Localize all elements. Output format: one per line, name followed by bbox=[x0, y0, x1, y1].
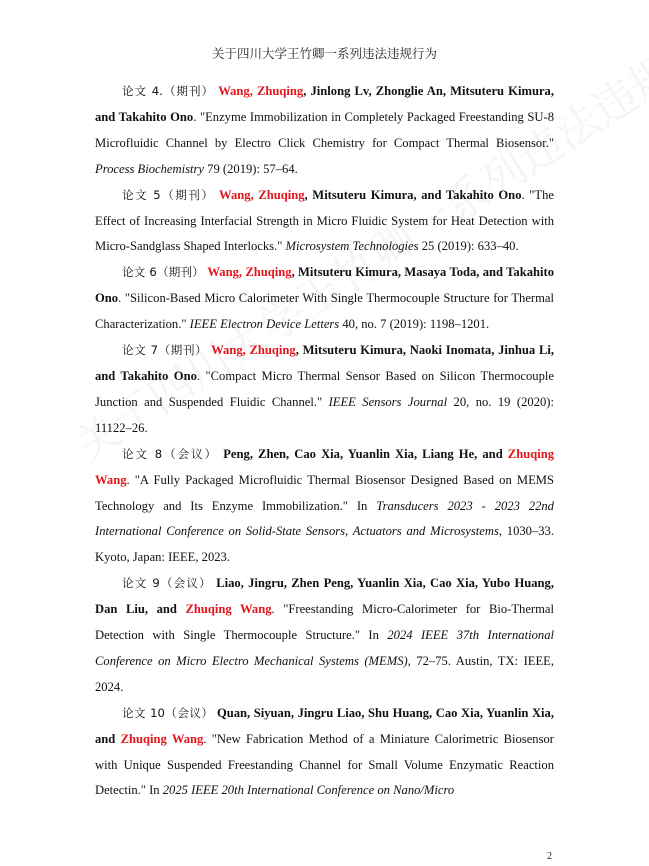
citation-tail: , 72–75. Austin, TX: IEEE, 2024. bbox=[95, 653, 554, 694]
venue: IEEE Sensors Journal bbox=[328, 394, 448, 409]
paper-title: . "Enzyme Immobilization in Completely Packaged Freestanding SU-8 Microfluidic Channel by Electro Click Chemistry for Compact Thermal Biosensor." bbox=[95, 109, 554, 150]
paper-title: . "Silicon-Based Micro Calorimeter With Single Thermocouple Structure for Thermal Characterization." bbox=[95, 291, 554, 332]
paper-title: . "New Fabrication Method of a Miniature Calorimetric Biosensor with Unique Suspended Freestanding Channel for Small Volume Enzymatic Reaction Detectin." In bbox=[95, 731, 554, 798]
coauthors: , Mitsuteru Kimura, Masaya Toda, and Takahito Ono bbox=[95, 265, 554, 306]
paper-title: . "Freestanding Micro-Calorimeter for Bio-Thermal Detection with Single Thermocouple Structure." In bbox=[95, 602, 554, 643]
reference-entry-9 bbox=[95, 571, 554, 701]
highlighted-author: Wang, Zhuqing bbox=[207, 265, 292, 280]
entry-label: 论文 8（会议） bbox=[122, 446, 219, 461]
highlighted-author: Wang, Zhuqing bbox=[219, 187, 305, 202]
venue: 2025 IEEE 20th International Conference on Nano/Micro bbox=[162, 783, 455, 798]
paper-title: . "A Fully Packaged Microfluidic Thermal Biosensor Designed Based on MEMS Technology and Its Enzyme Immobilization." In bbox=[95, 472, 554, 513]
reference-entry-6 bbox=[95, 260, 554, 338]
highlighted-author: Wang, Zhuqing bbox=[211, 343, 296, 358]
lead-authors: Liao, Jingru, Zhen Peng, Yuanlin Xia, Cao Xia, Yubo Huang, Dan Liu, and bbox=[95, 576, 554, 617]
entry-label: 论文 10（会议） bbox=[122, 705, 214, 720]
entry-label: 论文 9（会议） bbox=[122, 576, 212, 591]
entry-label: 论文 6（期刊） bbox=[122, 265, 205, 280]
reference-entry-4 bbox=[95, 79, 554, 183]
page-number: 2 bbox=[547, 851, 552, 862]
citation-tail: 79 (2019): 57–64. bbox=[204, 161, 298, 176]
reference-entry-5 bbox=[95, 183, 554, 261]
coauthors: , Mitsuteru Kimura, Naoki Inomata, Jinhua Li, and Takahito Ono bbox=[95, 343, 554, 383]
entry-label: 论文 7（期刊） bbox=[122, 343, 208, 358]
venue: IEEE Electron Device Letters bbox=[189, 317, 340, 332]
reference-entry-7 bbox=[95, 338, 554, 442]
citation-tail: , 1030–33. Kyoto, Japan: IEEE, 2023. bbox=[95, 524, 554, 565]
citation-tail: 20, no. 19 (2020): 11122–26. bbox=[95, 394, 554, 435]
entry-label: 论文 5（期刊） bbox=[122, 187, 215, 202]
highlighted-author: Zhuqing Wang bbox=[185, 602, 272, 617]
venue: 2024 IEEE 37th International Conference on Micro Electro Mechanical Systems (MEMS) bbox=[95, 628, 554, 668]
venue: Transducers 2023 - 2023 22nd International Conference on Solid-State Sensors, Actuators and Microsystems bbox=[95, 498, 554, 539]
reference-list bbox=[95, 79, 554, 804]
venue: Microsystem Technologies bbox=[285, 239, 419, 254]
reference-entry-8 bbox=[95, 442, 554, 572]
reference-entry-10 bbox=[95, 701, 554, 805]
highlighted-author: Wang, Zhuqing bbox=[218, 84, 304, 98]
entry-label: 论文 4.（期刊） bbox=[122, 84, 215, 98]
citation-tail: 40, no. 7 (2019): 1198–1201. bbox=[339, 317, 490, 332]
citation-tail: 25 (2019): 633–40. bbox=[418, 239, 519, 254]
highlighted-author: Zhuqing Wang bbox=[95, 446, 555, 487]
page-header: 关于四川大学王竹卿一系列违法违规行为 bbox=[211, 47, 437, 61]
venue: Process Biochemistry bbox=[95, 161, 205, 176]
lead-authors: Quan, Siyuan, Jingru Liao, Shu Huang, Cao Xia, Yuanlin Xia, and bbox=[95, 705, 554, 746]
lead-authors: Peng, Zhen, Cao Xia, Yuanlin Xia, Liang He, and bbox=[223, 446, 508, 461]
paper-title: . "The Effect of Increasing Interfacial Strength in Micro Fluidic System for Heat Detection with Micro-Sandglass Shaped Interlocks." bbox=[95, 187, 554, 254]
coauthors: , Mitsuteru Kimura, and Takahito Ono bbox=[304, 187, 522, 202]
coauthors: , Jinlong Lv, Zhonglie An, Mitsuteru Kimura, and Takahito Ono bbox=[95, 84, 554, 124]
highlighted-author: Zhuqing Wang bbox=[120, 731, 204, 746]
paper-title: . "Compact Micro Thermal Sensor Based on Silicon Thermocouple Junction and Suspended Fluidic Channel." bbox=[95, 368, 554, 409]
